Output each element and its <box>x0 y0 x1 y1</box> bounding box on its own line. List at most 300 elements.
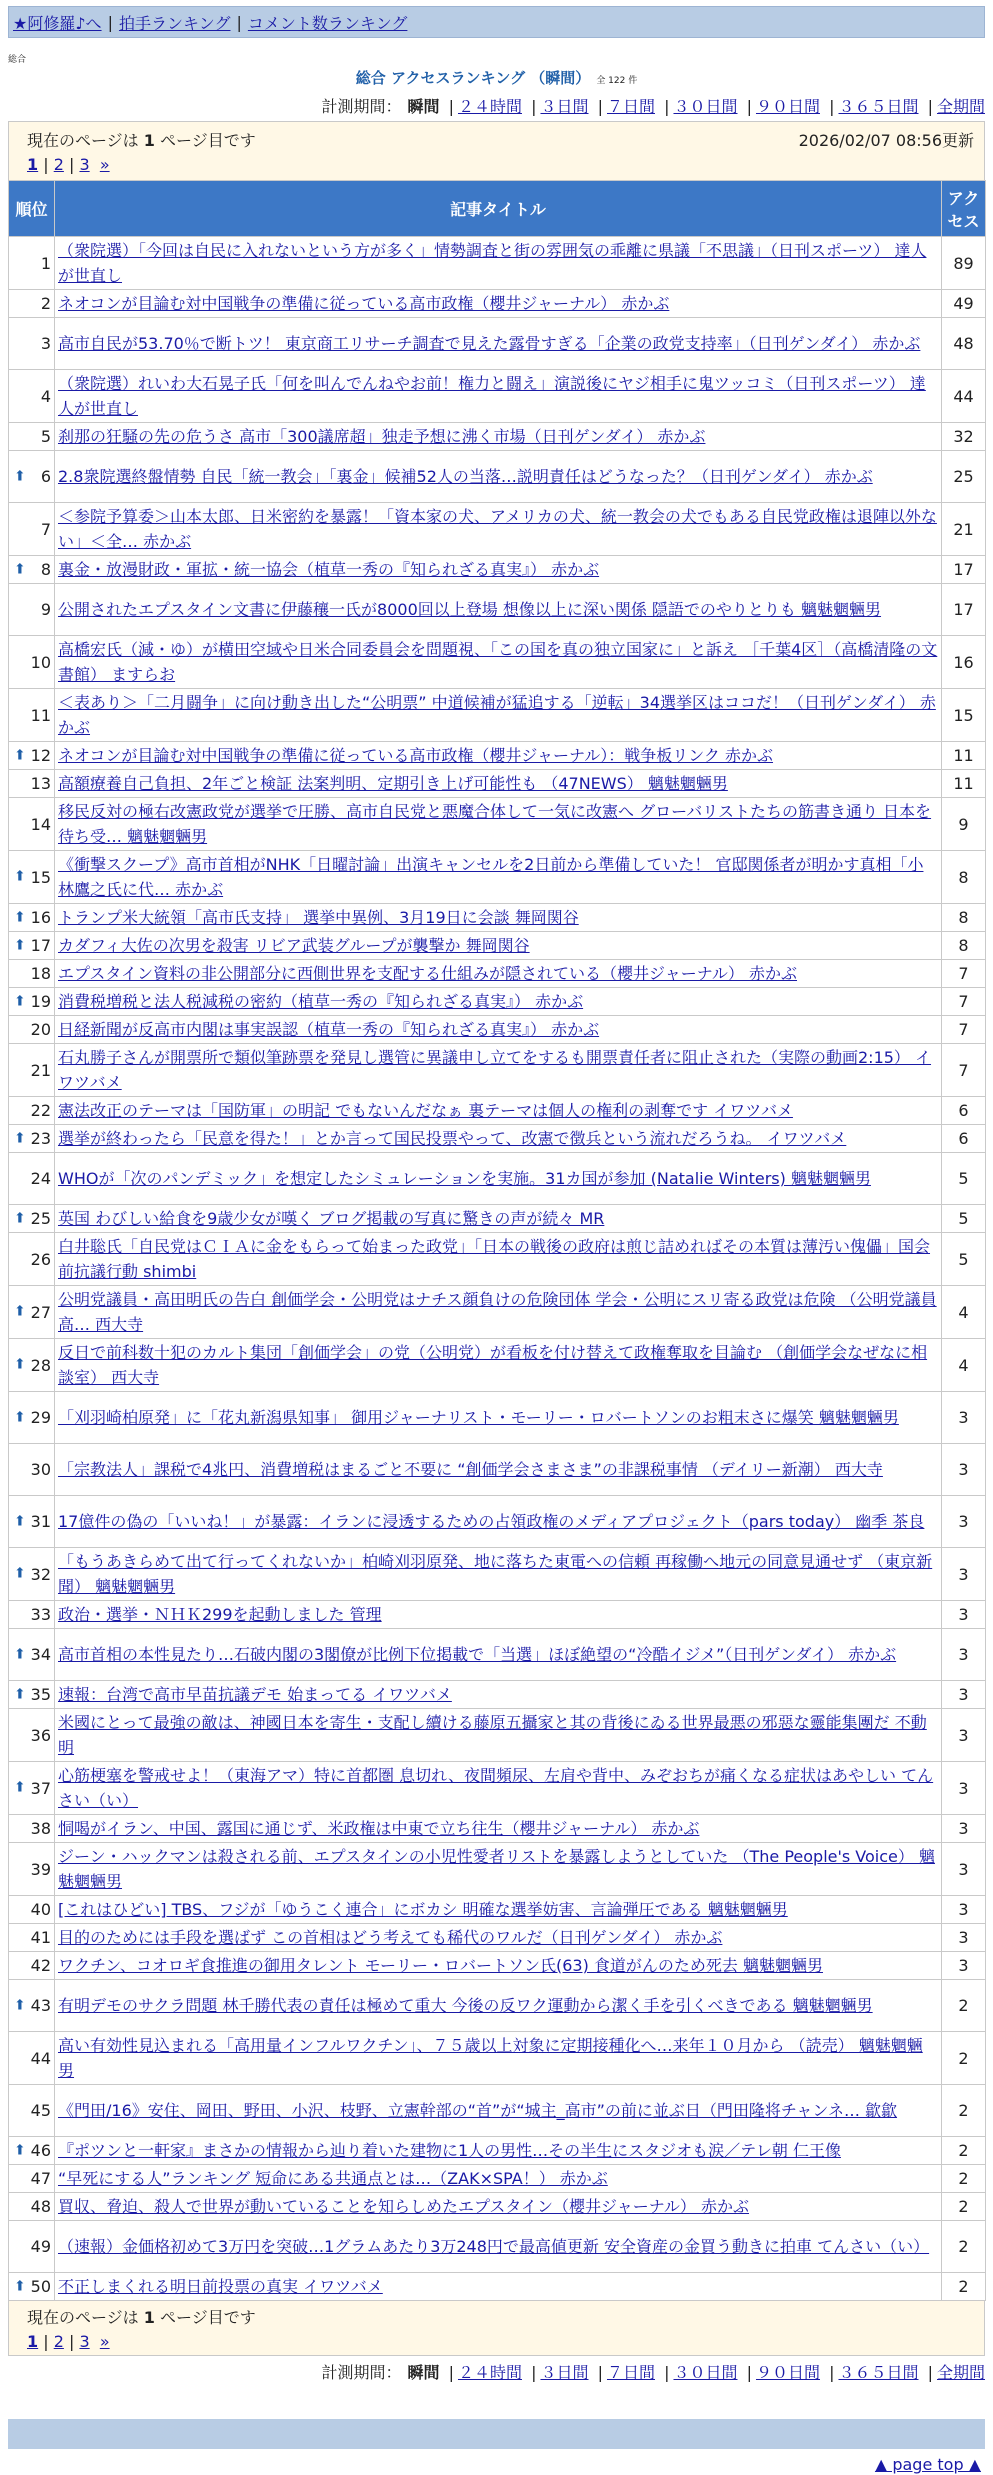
rank-number: 32 <box>30 1564 51 1584</box>
article-link[interactable]: 米國にとって最強の敵は、神國日本を寄生・支配し續ける藤原五攝家と其の背後にゐる世界最悪の邪惡な靈能集團だ 不動明 <box>58 1713 927 1757</box>
access-count: 3 <box>942 1952 986 1980</box>
article-link[interactable]: 恫喝がイラン、中国、露国に通じず、米政権は中東で立ち往生（櫻井ジャーナル） 赤かぶ <box>58 1819 700 1838</box>
article-link[interactable]: 17億件の偽の「いいね！」が暴露：イランに浸透するための占領政権のメディアプロジェクト（pars today） 幽季 茶良 <box>58 1512 925 1531</box>
article-link[interactable]: “早死にする人”ランキング 短命にある共通点とは…（ZAK×SPA！） 赤かぶ <box>58 2169 608 2188</box>
rank-up-arrow-icon: ⬆ <box>14 1210 26 1226</box>
rank-cell <box>9 689 55 742</box>
rank-cell <box>9 1205 55 1233</box>
article-link[interactable]: 「宗教法人」課税で4兆円、消費増税はまるごと不要に “創価学会さまさま”の非課税事情 （デイリー新潮） 西大寺 <box>58 1460 883 1479</box>
period-30d[interactable]: ３０日間 <box>673 2363 738 2382</box>
rank-cell <box>9 1762 55 1815</box>
rank-number: 27 <box>30 1302 51 1322</box>
title-cell <box>55 290 942 318</box>
article-link[interactable]: （衆院選）「今回は自民に入れないという方が多く」情勢調査と街の雰囲気の乖離に県議「不思議」（日刊スポーツ） 達人が世直し <box>58 241 927 285</box>
page-title: 総合 アクセスランキング （瞬間） <box>355 69 591 87</box>
access-count: 89 <box>942 237 986 290</box>
rank-cell <box>9 503 55 556</box>
period-label: 計測期間： <box>321 97 402 116</box>
rank-cell <box>9 770 55 798</box>
rank-number: 35 <box>30 1685 51 1704</box>
rank-number: 37 <box>30 1778 51 1798</box>
rank-number: 46 <box>30 2141 51 2160</box>
access-count: 3 <box>942 1444 986 1496</box>
article-link[interactable]: 消費税増税と法人税減税の密約（植草一秀の『知られざる真実』） 赤かぶ <box>58 992 584 1011</box>
rank-cell <box>9 1709 55 1762</box>
rank-number: 50 <box>30 2277 51 2296</box>
access-count: 3 <box>942 1681 986 1709</box>
rank-up-arrow-icon: ⬆ <box>14 1779 26 1796</box>
article-link[interactable]: 《衝撃スクープ》高市首相がNHK「日曜討論」出演キャンセルを2日前から準備していた！ 官邸関係者が明かす真相「小林鷹之氏に代… 赤かぶ <box>58 855 924 899</box>
table-row <box>9 770 986 798</box>
rank-cell <box>9 290 55 318</box>
rank-cell <box>9 1681 55 1709</box>
table-row <box>9 1681 986 1709</box>
rank-cell <box>9 1496 55 1548</box>
table-row <box>9 2085 986 2137</box>
access-count: 2 <box>942 2221 986 2273</box>
table-row <box>9 1815 986 1843</box>
article-link[interactable]: 高市自民が53.70％で断トツ！ 東京商工リサーチ調査で見えた露骨すぎる「企業の政党支持率」（日刊ゲンダイ） 赤かぶ <box>58 334 921 353</box>
pagination: 1 | 2 | 3 » <box>27 155 110 174</box>
title-cell <box>55 1016 942 1044</box>
rank-cell <box>9 2193 55 2221</box>
rank-number: 5 <box>40 427 51 446</box>
access-count: 5 <box>942 1233 986 1286</box>
period-3d[interactable]: ３日間 <box>540 97 589 116</box>
title-cell <box>55 1952 942 1980</box>
title-cell <box>55 1496 942 1548</box>
title-cell <box>55 2165 942 2193</box>
title-cell <box>55 689 942 742</box>
rank-cell <box>9 1097 55 1125</box>
title-cell <box>55 2193 942 2221</box>
next-page-link[interactable]: » <box>99 155 110 174</box>
rank-cell <box>9 932 55 960</box>
period-selector-bottom: 計測期間： 瞬間 | ２４時間 | ３日間 | ７日間 | ３０日間 | ９０日間 | ３６５日間 | 全期間 <box>321 2363 985 2382</box>
table-row <box>9 1016 986 1044</box>
article-link[interactable]: 反日で前科数十犯のカルト集団「創価学会」の党（公明党）が看板を付け替えて政権奪取を目論む （創価学会なぜなに相談室） 西大寺 <box>58 1343 928 1387</box>
ranking-table <box>8 180 986 2301</box>
title-cell <box>55 1233 942 1286</box>
rank-number: 13 <box>30 774 51 793</box>
rank-up-arrow-icon: ⬆ <box>14 2142 26 2158</box>
title-cell <box>55 237 942 290</box>
article-link[interactable]: 石丸勝子さんが開票所で類似筆跡票を発見し選管に異議申し立てをするも開票責任者に阻止された（実際の動画2:15） イワツバメ <box>58 1048 932 1092</box>
access-count: 21 <box>942 503 986 556</box>
article-link[interactable]: 高い有効性見込まれる「高用量インフルワクチン」、７５歳以上対象に定期接種化へ…来年１０月から （読売） 魑魅魍魎男 <box>58 2036 923 2080</box>
article-link[interactable]: 速報：台湾で高市早苗抗議デモ 始まってる イワツバメ <box>58 1685 452 1704</box>
title-cell <box>55 503 942 556</box>
title-cell <box>55 1125 942 1153</box>
page-link-3[interactable]: 3 <box>79 2332 90 2351</box>
period-365d[interactable]: ３６５日間 <box>838 2363 919 2382</box>
rank-up-arrow-icon: ⬆ <box>14 747 26 763</box>
rank-number: 25 <box>30 1209 51 1228</box>
article-link[interactable]: （衆院選）れいわ大石晃子氏「何を叫んでんねやお前！権力と闘え」演説後にヤジ相手に鬼ツッコミ（日刊スポーツ） 達人が世直し <box>58 374 926 418</box>
rank-cell <box>9 1896 55 1924</box>
rank-cell <box>9 1392 55 1444</box>
page-title-line <box>0 67 993 88</box>
access-count: 2 <box>942 2137 986 2165</box>
rank-number: 4 <box>40 386 51 406</box>
rank-cell <box>9 636 55 689</box>
rank-number: 42 <box>30 1956 51 1975</box>
page-info-top <box>8 121 985 180</box>
access-count: 44 <box>942 370 986 423</box>
rank-up-arrow-icon: ⬆ <box>14 1686 26 1702</box>
title-cell <box>55 1709 942 1762</box>
table-row <box>9 2273 986 2301</box>
title-cell <box>55 798 942 851</box>
table-row <box>9 2165 986 2193</box>
access-count: 3 <box>942 1709 986 1762</box>
period-all[interactable]: 全期間 <box>936 2363 985 2382</box>
article-link[interactable]: 『ポツンと一軒家』まさかの情報から辿り着いた建物に1人の男性…その半生にスタジオも涙／テレ朝 仁王像 <box>58 2141 841 2160</box>
period-current: 瞬間 <box>407 97 440 116</box>
comment-ranking-link[interactable]: コメント数ランキング <box>247 13 408 33</box>
article-link[interactable]: ジーン・ハックマンは殺される前、エプスタインの小児性愛者リストを暴露しようとしていた （The People's Voice） 魑魅魍魎男 <box>58 1847 935 1891</box>
table-row <box>9 851 986 904</box>
footer-bar <box>8 2419 985 2474</box>
rank-cell <box>9 1286 55 1339</box>
rank-cell <box>9 1444 55 1496</box>
title-cell <box>55 1629 942 1681</box>
table-row <box>9 1629 986 1681</box>
table-row <box>9 237 986 290</box>
page-link-3[interactable]: 3 <box>79 155 90 174</box>
rank-cell <box>9 1125 55 1153</box>
access-count: 48 <box>942 318 986 370</box>
page-link-2[interactable]: 2 <box>53 155 64 174</box>
rank-up-arrow-icon: ⬆ <box>14 909 26 925</box>
rank-cell <box>9 1980 55 2032</box>
nav-separator: | <box>107 12 113 32</box>
rank-cell <box>9 1233 55 1286</box>
rank-cell <box>9 960 55 988</box>
rank-number: 23 <box>30 1129 51 1148</box>
rank-number: 3 <box>40 334 51 353</box>
title-cell <box>55 451 942 503</box>
title-cell <box>55 932 942 960</box>
access-count: 2 <box>942 2193 986 2221</box>
rank-cell <box>9 370 55 423</box>
period-all[interactable]: 全期間 <box>936 97 985 116</box>
table-row <box>9 1548 986 1601</box>
article-link[interactable]: 不正しまくれる明日前投票の真実 イワツバメ <box>58 2277 383 2296</box>
access-header: アクセス <box>942 181 986 237</box>
access-count: 32 <box>942 423 986 451</box>
title-cell <box>55 636 942 689</box>
article-link[interactable]: 憲法改正のテーマは「国防軍」の明記 でもないんだなぁ 裏テーマは個人の権利の剥奪です イワツバメ <box>58 1101 793 1120</box>
title-cell <box>55 1339 942 1392</box>
table-row <box>9 1444 986 1496</box>
home-link[interactable]: ★阿修羅♪へ <box>13 13 102 33</box>
rank-number: 28 <box>30 1355 51 1375</box>
article-link[interactable]: 公明党議員・高田明氏の告白 創価学会・公明党はナチス顔負けの危険団体 学会・公明にスリ寄る政党は危険 （公明党議員 高… 西大寺 <box>58 1290 937 1334</box>
rank-cell <box>9 318 55 370</box>
rank-number: 49 <box>30 2237 51 2256</box>
table-row <box>9 1286 986 1339</box>
article-link[interactable]: [これはひどい] TBS、フジが「ゆうこく連合」にボカシ 明確な選挙妨害、言論弾圧である 魑魅魍魎男 <box>58 1900 788 1919</box>
rank-cell <box>9 1153 55 1205</box>
next-page-link[interactable]: » <box>99 2332 110 2351</box>
article-link[interactable]: ＜参院予算委＞山本太郎、日米密約を暴露！「資本家の犬、アメリカの犬、統一教会の犬でもある自民党政権は退陣以外ない」＜全… 赤かぶ <box>58 507 937 551</box>
access-count: 3 <box>942 1843 986 1896</box>
title-cell <box>55 2221 942 2273</box>
rank-up-arrow-icon: ⬆ <box>14 1303 26 1320</box>
title-cell <box>55 2273 942 2301</box>
page-link-1[interactable]: 1 <box>27 2332 39 2351</box>
table-row <box>9 689 986 742</box>
period-90d[interactable]: ９０日間 <box>755 2363 820 2382</box>
table-row <box>9 988 986 1016</box>
access-count: 3 <box>942 1496 986 1548</box>
rank-number: 11 <box>30 705 51 725</box>
article-link[interactable]: 日経新聞が反高市内閣は事実誤認（植草一秀の『知られざる真実』） 赤かぶ <box>58 1020 600 1039</box>
article-link[interactable]: トランプ米大統領「高市氏支持」 選挙中異例、3月19日に会談 舞岡関谷 <box>58 908 579 927</box>
access-count: 6 <box>942 1097 986 1125</box>
period-current: 瞬間 <box>407 2363 440 2382</box>
article-link[interactable]: 高額療養自己負担、2年ごと検証 法案判明、定期引き上げ可能性も （47NEWS） 魑魅魍魎男 <box>58 774 728 793</box>
title-cell <box>55 1896 942 1924</box>
table-row <box>9 503 986 556</box>
article-link[interactable]: 買収、脅迫、殺人で世界が動いていることを知らしめたエプスタイン（櫻井ジャーナル） 赤かぶ <box>58 2197 750 2216</box>
title-cell <box>55 988 942 1016</box>
article-link[interactable]: 目的のためには手段を選ばず この首相はどう考えても稀代のワルだ（日刊ゲンダイ） 赤かぶ <box>58 1928 723 1947</box>
rank-number: 21 <box>30 1060 51 1080</box>
table-row <box>9 2137 986 2165</box>
rank-number: 30 <box>30 1460 51 1479</box>
title-cell <box>55 556 942 584</box>
page-link-2[interactable]: 2 <box>53 2332 64 2351</box>
rank-number: 24 <box>30 1169 51 1188</box>
rank-cell <box>9 1044 55 1097</box>
rank-number: 26 <box>30 1249 51 1269</box>
table-row <box>9 1153 986 1205</box>
article-link[interactable]: ＜表あり＞「二月闘争」に向け動き出した“公明票” 中道候補が猛追する「逆転」34選挙区はココだ！（日刊ゲンダイ） 赤かぶ <box>58 693 936 737</box>
article-link[interactable]: 高橋宏氏（減・ゆ）が横田空域や日米合同委員会を問題視、「この国を真の独立国家に」と訴え ［千葉4区］（高橋清隆の文書館） ますらお <box>58 640 938 684</box>
table-row <box>9 960 986 988</box>
access-count: 5 <box>942 1153 986 1205</box>
access-count: 6 <box>942 1125 986 1153</box>
rank-cell <box>9 988 55 1016</box>
rank-up-arrow-icon: ⬆ <box>14 1997 26 2013</box>
rank-up-arrow-icon: ⬆ <box>14 1130 26 1146</box>
table-row <box>9 1601 986 1629</box>
rank-cell <box>9 2273 55 2301</box>
title-cell <box>55 2032 942 2085</box>
article-link[interactable]: カダフィ大佐の次男を殺害 リビア武装グループが襲撃か 舞岡関谷 <box>58 936 530 955</box>
rank-header: 順位 <box>9 181 55 237</box>
rank-cell <box>9 1339 55 1392</box>
table-row <box>9 1980 986 2032</box>
title-cell <box>55 851 942 904</box>
rank-cell <box>9 1952 55 1980</box>
pagination: 1 | 2 | 3 » <box>27 2332 110 2351</box>
article-link[interactable]: 選挙が終わったら「民意を得た！」とか言って国民投票やって、改憲で徴兵という流れだろうね。 イワツバメ <box>58 1129 847 1148</box>
rank-up-arrow-icon: ⬆ <box>14 993 26 1009</box>
title-cell <box>55 1762 942 1815</box>
table-row <box>9 2221 986 2273</box>
rank-cell <box>9 1815 55 1843</box>
rank-cell <box>9 851 55 904</box>
access-count: 2 <box>942 1980 986 2032</box>
table-row <box>9 370 986 423</box>
access-count: 3 <box>942 1924 986 1952</box>
access-count: 8 <box>942 851 986 904</box>
access-count: 17 <box>942 556 986 584</box>
access-count: 2 <box>942 2085 986 2137</box>
rank-cell <box>9 2221 55 2273</box>
article-link[interactable]: 裏金・放漫財政・軍拡・統一協会（植草一秀の『知られざる真実』） 赤かぶ <box>58 560 600 579</box>
rank-cell <box>9 556 55 584</box>
nav-separator: | <box>236 12 242 32</box>
current-page-text: 現在のページは 1 ページ目です <box>27 131 256 150</box>
access-count: 2 <box>942 2032 986 2085</box>
table-row <box>9 584 986 636</box>
title-cell <box>55 1097 942 1125</box>
table-row <box>9 1339 986 1392</box>
article-link[interactable]: 「刈羽崎柏原発」に「花丸新潟県知事」 御用ジャーナリスト・モーリー・ロバートソンのお粗末さに爆笑 魑魅魍魎男 <box>58 1408 899 1427</box>
article-link[interactable]: （速報）金価格初めて3万円を突破…1グラムあたり3万248円で最高値更新 安全資産の金買う動きに拍車 てんさい（い） <box>58 2237 930 2256</box>
rank-number: 34 <box>30 1645 51 1664</box>
title-cell <box>55 770 942 798</box>
title-cell <box>55 1392 942 1444</box>
period-30d[interactable]: ３０日間 <box>673 97 738 116</box>
access-count: 25 <box>942 451 986 503</box>
rank-number: 19 <box>30 992 51 1011</box>
title-cell <box>55 584 942 636</box>
table-row <box>9 1924 986 1952</box>
rank-number: 16 <box>30 908 51 927</box>
article-link[interactable]: 政治・選挙・ＮＨＫ299を起動しました 管理 <box>58 1605 382 1624</box>
rank-up-arrow-icon: ⬆ <box>14 561 26 577</box>
top-nav <box>8 6 985 38</box>
rank-cell <box>9 237 55 290</box>
page-info-bottom <box>8 2301 985 2356</box>
rank-cell <box>9 584 55 636</box>
title-cell <box>55 742 942 770</box>
title-cell <box>55 960 942 988</box>
rank-number: 2 <box>40 294 51 313</box>
rank-up-arrow-icon: ⬆ <box>14 1565 26 1582</box>
rank-number: 1 <box>40 253 51 273</box>
page-top-link[interactable]: ▲ page top ▲ <box>874 2455 981 2474</box>
title-cell <box>55 1924 942 1952</box>
article-link[interactable]: 英国 わびしい給食を9歳少女が嘆く ブログ掲載の写真に驚きの声が続々 MR <box>58 1209 605 1228</box>
page-link-1[interactable]: 1 <box>27 155 39 174</box>
title-cell <box>55 1601 942 1629</box>
rank-number: 22 <box>30 1101 51 1120</box>
rank-up-arrow-icon: ⬆ <box>14 1513 26 1529</box>
period-3d[interactable]: ３日間 <box>540 2363 589 2382</box>
rank-number: 29 <box>30 1408 51 1427</box>
rank-number: 8 <box>40 560 51 579</box>
title-cell <box>55 1286 942 1339</box>
article-link[interactable]: 移民反対の極右改憲政党が選挙で圧勝、高市自民党と悪魔合体して一気に改憲へ グローバリストたちの筋書き通り 日本を待ち受… 魑魅魍魎男 <box>58 802 932 846</box>
article-link[interactable]: 「もうあきらめて出て行ってくれないか」柏崎刈羽原発、地に落ちた東電への信頼 再稼働へ地元の同意見通せず （東京新聞） 魑魅魍魎男 <box>58 1552 933 1596</box>
article-link[interactable]: 刹那の狂騒の先の危うさ 高市「300議席超」独走予想に沸く市場（日刊ゲンダイ） 赤かぶ <box>58 427 706 446</box>
rank-number: 7 <box>40 519 51 539</box>
access-count: 3 <box>942 1629 986 1681</box>
rank-number: 36 <box>30 1725 51 1745</box>
rank-number: 15 <box>30 867 51 887</box>
applause-ranking-link[interactable]: 拍手ランキング <box>118 13 231 33</box>
table-row <box>9 423 986 451</box>
access-count: 3 <box>942 1762 986 1815</box>
article-link[interactable]: 2.8衆院選終盤情勢 自民「統一教会」「裏金」候補52人の当落…説明責任はどうなった？（日刊ゲンダイ） 赤かぶ <box>58 467 873 486</box>
article-link[interactable]: ネオコンが目論む対中国戦争の準備に従っている高市政権（櫻井ジャーナル）：戦争板リンク 赤かぶ <box>58 746 774 765</box>
article-link[interactable]: WHOが「次のパンデミック」を想定したシミュレーションを実施。31カ国が参加 (Natalie Winters) 魑魅魍魎男 <box>58 1169 871 1188</box>
article-link[interactable]: ネオコンが目論む対中国戦争の準備に従っている高市政権（櫻井ジャーナル） 赤かぶ <box>58 294 670 313</box>
access-count: 4 <box>942 1339 986 1392</box>
rank-number: 9 <box>40 600 51 619</box>
rank-number: 33 <box>30 1605 51 1624</box>
title-cell <box>55 1843 942 1896</box>
article-link[interactable]: 有明デモのサクラ問題 林千勝代表の責任は極めて重大 今後の反ワク運動から潔く手を引くべきである 魑魅魍魎男 <box>58 1996 873 2015</box>
article-link[interactable]: 白井聡氏「自民党はＣＩＡに金をもらって始まった政党」「日本の戦後の政府は煎じ詰めればその本質は薄汚い傀儡」国会前抗議行動 shimbi <box>58 1237 931 1281</box>
article-link[interactable]: 高市首相の本性見たり…石破内閣の3閣僚が比例下位掲載で「当選」ほぼ絶望の“冷酷イジメ”（日刊ゲンダイ） 赤かぶ <box>58 1645 897 1664</box>
table-row <box>9 1125 986 1153</box>
title-header: 記事タイトル <box>55 181 942 237</box>
section-label: 総合 <box>8 55 27 65</box>
table-row <box>9 1233 986 1286</box>
rank-number: 17 <box>30 936 51 955</box>
access-count: 15 <box>942 689 986 742</box>
access-count: 11 <box>942 770 986 798</box>
rank-cell <box>9 2165 55 2193</box>
rank-cell <box>9 1016 55 1044</box>
article-link[interactable]: ワクチン、コオロギ食推進の御用タレント モーリー・ロバートソン氏(63) 食道がんのため死去 魑魅魍魎男 <box>58 1956 823 1975</box>
rank-cell <box>9 1843 55 1896</box>
article-link[interactable]: 《門田/16》安住、岡田、野田、小沢、枝野、立憲幹部の“首”が“城主_高市”の前に並ぶ日（門田隆将チャンネ… 歙歙 <box>58 2101 898 2120</box>
article-link[interactable]: 公開されたエプスタイン文書に伊藤穰一氏が8000回以上登場 想像以上に深い関係 隠語でのやりとりも 魑魅魍魎男 <box>58 600 882 619</box>
access-count: 17 <box>942 584 986 636</box>
table-row <box>9 318 986 370</box>
table-row <box>9 290 986 318</box>
access-count: 7 <box>942 960 986 988</box>
access-count: 3 <box>942 1601 986 1629</box>
table-row <box>9 1952 986 1980</box>
title-cell <box>55 1980 942 2032</box>
total-count: 全 122 件 <box>596 76 638 86</box>
rank-cell <box>9 1629 55 1681</box>
period-7d[interactable]: ７日間 <box>606 97 655 116</box>
access-count: 11 <box>942 742 986 770</box>
period-24h[interactable]: ２４時間 <box>457 97 522 116</box>
access-count: 3 <box>942 1896 986 1924</box>
title-cell <box>55 904 942 932</box>
article-link[interactable]: エプスタイン資料の非公開部分に西側世界を支配する仕組みが隠されている（櫻井ジャーナル） 赤かぶ <box>58 964 798 983</box>
rank-up-arrow-icon: ⬆ <box>14 2278 26 2294</box>
table-row <box>9 932 986 960</box>
period-365d[interactable]: ３６５日間 <box>838 97 919 116</box>
period-24h[interactable]: ２４時間 <box>457 2363 522 2382</box>
article-link[interactable]: 心筋梗塞を警戒せよ！（東海アマ）特に首都圏 息切れ、夜間頻尿、左肩や背中、みぞおちが痛くなる症状はあやしい てんさい（い） <box>58 1766 934 1810</box>
rank-number: 47 <box>30 2169 51 2188</box>
access-count: 9 <box>942 798 986 851</box>
table-row <box>9 1044 986 1097</box>
title-cell <box>55 318 942 370</box>
period-90d[interactable]: ９０日間 <box>755 97 820 116</box>
table-row <box>9 1496 986 1548</box>
rank-number: 10 <box>30 652 51 672</box>
access-count: 7 <box>942 988 986 1016</box>
title-cell <box>55 1205 942 1233</box>
rank-number: 14 <box>30 814 51 834</box>
rank-number: 20 <box>30 1020 51 1039</box>
period-7d[interactable]: ７日間 <box>606 2363 655 2382</box>
